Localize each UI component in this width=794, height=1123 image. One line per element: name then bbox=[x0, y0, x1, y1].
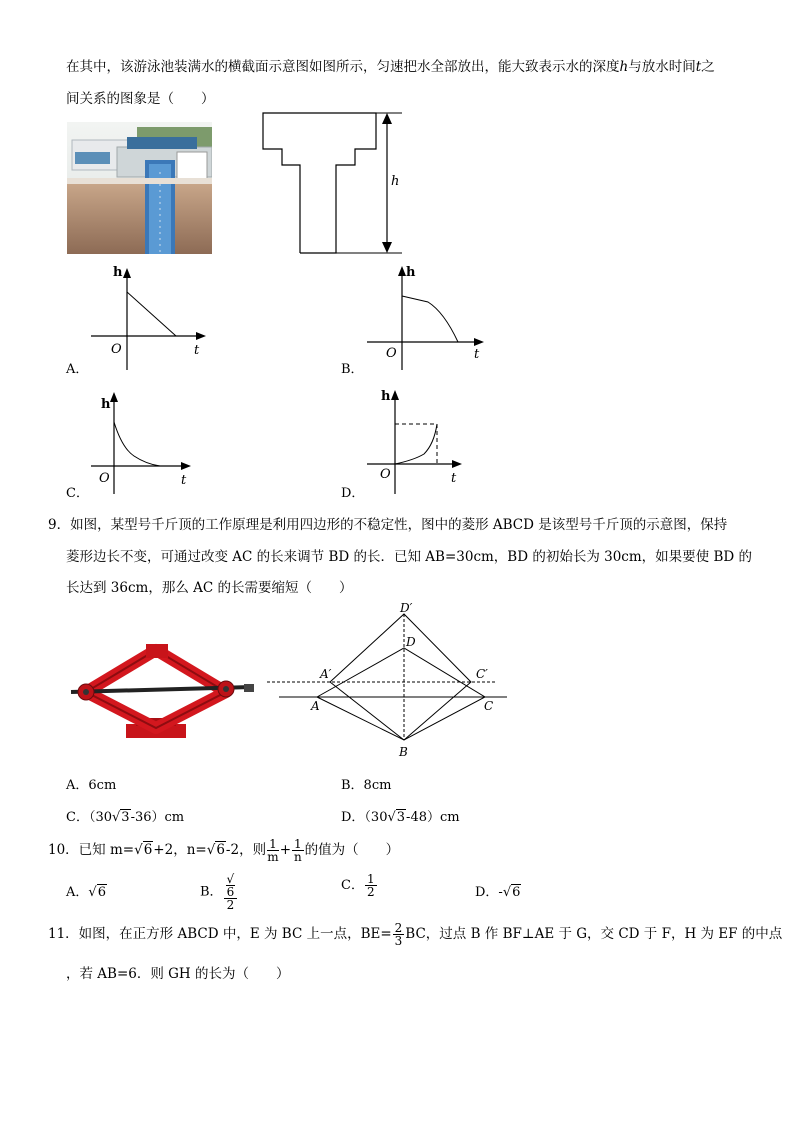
q9-stem-line3: 长达到 36cm，那么 AC 的长需要缩短（ ） bbox=[66, 580, 353, 596]
q10-option-b[interactable]: B． √ 6 2 bbox=[200, 873, 238, 911]
q8-option-c[interactable]: C． bbox=[66, 486, 89, 501]
q8-option-d[interactable]: D． bbox=[341, 486, 365, 501]
graph-option-b bbox=[362, 262, 487, 372]
svg-text:C′: C′ bbox=[476, 667, 488, 681]
depth-label: h bbox=[391, 174, 400, 189]
q9-option-d[interactable]: D．（30√3-48）cm bbox=[341, 810, 460, 825]
svg-text:t: t bbox=[181, 473, 187, 488]
pool-cross-section bbox=[255, 105, 415, 260]
q8-stem-line2: 间关系的图象是（ ） bbox=[66, 91, 215, 107]
svg-text:C: C bbox=[484, 699, 494, 713]
rhombus-diagram bbox=[265, 600, 515, 765]
q10-option-d[interactable]: D．-√6 bbox=[475, 885, 521, 900]
q8-stem-line1: 在其中，该游泳池装满水的横截面示意图如图所示，匀速把水全部放出，能大致表示水的深度h与放水时间t之 bbox=[66, 59, 715, 75]
q11-stem-line1: 11．如图，在正方形 ABCD 中，E 为 BC 上一点，BE= $\frac{2}{3}$ BC，过点 B 作 BF⊥AE 于 G，交 CD 于 F，H 为 EF 的中点 bbox=[48, 921, 783, 948]
q10-stem: 10．已知 m=√6+2，n=√6-2，则 $\frac{1}{m}$ + $\frac{1}{n}$ 的值为（ ） bbox=[48, 837, 400, 864]
svg-text:h: h bbox=[101, 397, 111, 412]
q8-option-b[interactable]: B． bbox=[341, 362, 364, 377]
q9-option-b[interactable]: B．8cm bbox=[341, 778, 392, 793]
svg-text:D: D bbox=[406, 635, 416, 649]
q9-stem-line2: 菱形边长不变，可通过改变 AC 的长来调节 BD 的长．已知 AB=30cm，BD 的初始长为 30cm，如果要使 BD 的 bbox=[66, 549, 752, 565]
svg-text:A′: A′ bbox=[320, 667, 332, 681]
svg-text:B: B bbox=[399, 745, 408, 759]
svg-text:O: O bbox=[380, 467, 391, 482]
q11-stem-line2: ，若 AB=6．则 GH 的长为（ ） bbox=[66, 966, 290, 982]
svg-text:t: t bbox=[474, 347, 480, 362]
car-jack-photo bbox=[66, 642, 256, 742]
pool-photo bbox=[67, 122, 212, 254]
svg-text:h: h bbox=[113, 265, 123, 280]
graph-option-d bbox=[362, 386, 487, 496]
q10-option-c[interactable]: C． $\frac{1}{2}$ bbox=[341, 872, 375, 899]
q9-option-a[interactable]: A．6cm bbox=[66, 778, 117, 793]
svg-text:h: h bbox=[381, 389, 391, 404]
svg-text:A: A bbox=[311, 699, 320, 713]
q10-option-a[interactable]: A．√6 bbox=[66, 885, 106, 900]
svg-text:D′: D′ bbox=[400, 601, 413, 615]
graph-option-c bbox=[86, 386, 211, 496]
svg-text:O: O bbox=[99, 471, 110, 486]
svg-text:t: t bbox=[451, 471, 457, 486]
q9-stem-line1: 9．如图，某型号千斤顶的工作原理是利用四边形的不稳定性，图中的菱形 ABCD 是该型号千斤顶的示意图，保持 bbox=[48, 517, 728, 533]
svg-text:O: O bbox=[386, 346, 397, 361]
q8-option-a[interactable]: A． bbox=[66, 362, 89, 377]
svg-text:h: h bbox=[406, 265, 416, 280]
svg-text:t: t bbox=[194, 343, 200, 358]
q9-option-c[interactable]: C．（30√3-36）cm bbox=[66, 810, 185, 825]
svg-text:O: O bbox=[111, 342, 122, 357]
graph-option-a bbox=[86, 262, 211, 372]
